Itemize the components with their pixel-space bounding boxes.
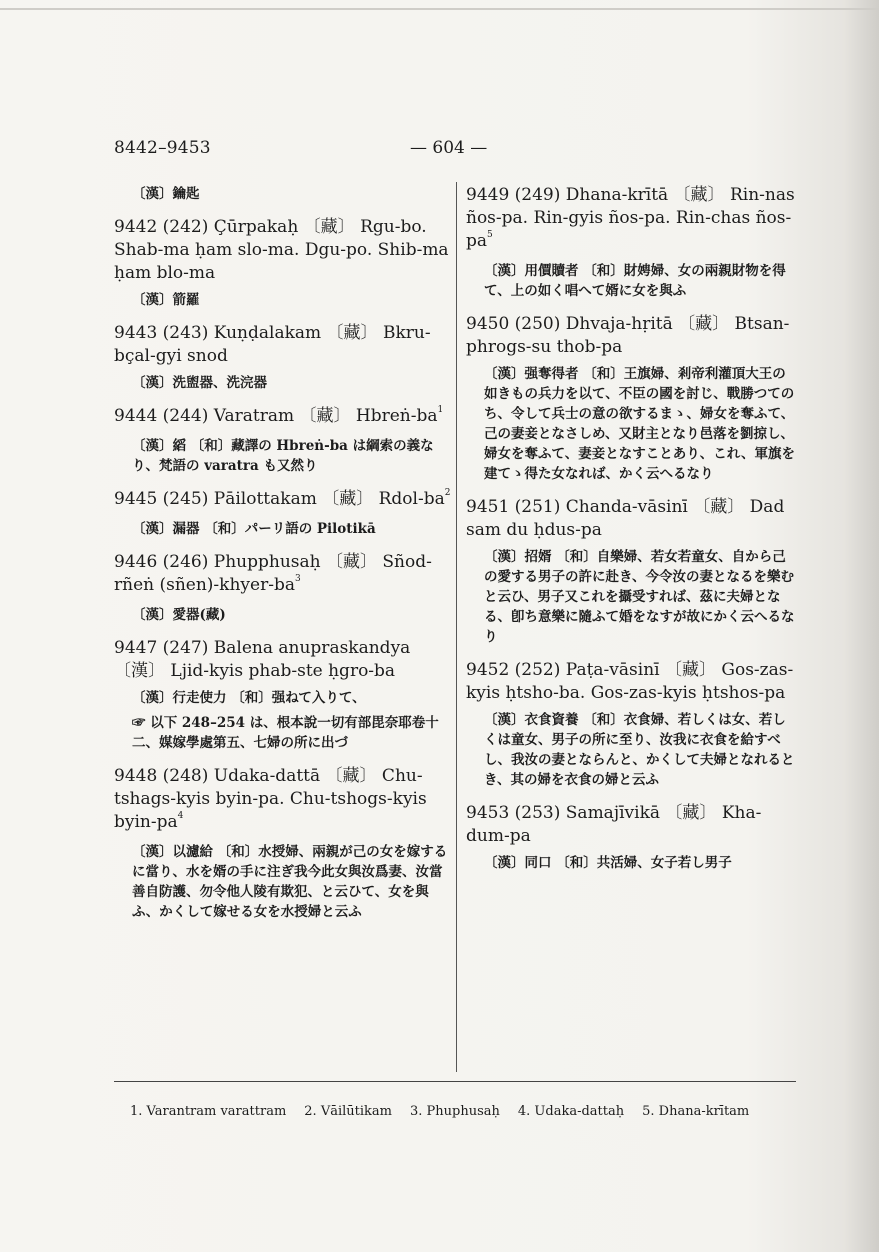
entry-headword: 9452 (252) Paṭa-vāsinī 〔藏〕 Gos-zas-kyis ḥtsho-ba. Gos-zas-kyis ḥtshos-pa bbox=[466, 660, 794, 703]
entry-headword: 9447 (247) Balena anupraskandya 〔漢〕 Ljid-kyis phab-ste ḥgro-ba bbox=[114, 638, 411, 681]
entry-headword: 9448 (248) Udaka-dattā 〔藏〕 Chu-tshags-kyis byin-pa. Chu-tshogs-kyis byin-$pa^4$ bbox=[114, 766, 427, 832]
footnote-marker: 3 bbox=[294, 574, 301, 584]
footnote-marker: 4 bbox=[177, 811, 184, 821]
entry-gloss: 〔漢〕以濾給 〔和〕水授婦、兩親が己の女を嫁するに當り、水を婿の手に注ぎ我今此女與汝爲妻、汝當善自防護、勿令他人陵有欺犯、と云ひて、女を與ふ、かくして嫁せる女を水授婦と云ふ bbox=[132, 844, 448, 920]
dictionary-entry bbox=[466, 802, 796, 873]
page-number: — 604 — bbox=[410, 138, 488, 158]
lead-note: 〔漢〕鑰匙 bbox=[132, 186, 200, 202]
footnote: 1. Varantram varattram bbox=[130, 1104, 287, 1119]
dictionary-entry bbox=[114, 765, 451, 922]
entry-headword: 9444 (244) Varatram 〔藏〕 Hbreṅ-$ba^1$ bbox=[114, 405, 444, 426]
entry-headword: 9442 (242) Çūrpakaḥ 〔藏〕 Rgu-bo. Shab-ma ḥam slo-ma. Dgu-po. Shib-ma ḥam blo-ma bbox=[114, 217, 449, 283]
entry-gloss: 〔漢〕縚 〔和〕藏譯の Hbreṅ-ba は綱索の義なり、梵語の varatra も又然り bbox=[132, 438, 434, 474]
entry-gloss: 〔漢〕同口 〔和〕共活婦、女子若し男子 bbox=[484, 855, 732, 871]
entry-headword: 9451 (251) Chanda-vāsinī 〔藏〕 Dad sam du ḥdus-pa bbox=[466, 497, 785, 540]
entry-gloss: 〔漢〕招婿 〔和〕自樂婦、若女若童女、自から己の愛する男子の許に赴き、今令汝の妻となるを樂むと云ひ、男子又これを攝受すれば、茲に夫婦となる、卽ち意樂に隨ふて婚をなすが故にかく云へるなり bbox=[484, 549, 795, 645]
entry-gloss: 〔漢〕用價贖者 〔和〕財娉婦、女の兩親財物を得て、上の如く唱へて婿に女を與ふ bbox=[484, 263, 786, 299]
entry-gloss: ☞ 以下 248–254 は、根本說一切有部毘奈耶卷十二、媒嫁學處第五、七婦の所に出づ bbox=[132, 715, 439, 751]
entry-headword: 9453 (253) Samajīvikā 〔藏〕 Kha-dum-pa bbox=[466, 803, 762, 846]
entry-headword: 9449 (249) Dhana-krītā 〔藏〕 Rin-nas ños-pa. Rin-gyis ños-pa. Rin-chas ños-$pa^5$ bbox=[466, 185, 795, 251]
entry-gloss: 〔漢〕强奪得者 〔和〕王旗婦、剎帝利灌頂大王の如きもの兵力を以て、不臣の國を討じ、戰勝つての ち、令して兵士の意の欲するまゝ、婦女を奪ふて、己の妻妾となさしめ、又財主となり邑落を劉掠し、婦女を奪ふて、妻妾となすことあり、これ、軍旗を建てゝ得た女なれば、かく云へるなり bbox=[484, 366, 796, 482]
dictionary-entry bbox=[114, 216, 451, 310]
entry-headword: 9443 (243) Kuṇḍalakam 〔藏〕 Bkru-bçal-gyi snod bbox=[114, 323, 431, 366]
footnote-marker: 5 bbox=[487, 230, 493, 240]
entry-gloss: 〔漢〕衣食資養 〔和〕衣食婦、若しくは女、若しくは童女、男子の所に至り、汝我に衣食を給すべし、我汝の妻とならんと、かくして夫婦となれるとき、其の婦を衣食の婦と云ふ bbox=[484, 712, 795, 788]
footnotes bbox=[130, 1100, 810, 1124]
dictionary-entry bbox=[466, 496, 796, 647]
left-column bbox=[114, 184, 451, 934]
entry-headword: 9446 (246) Phupphusaḥ 〔藏〕 Sñod-rñeṅ $(sñen)-khyer-ba^3$ bbox=[114, 552, 432, 595]
dictionary-entry bbox=[114, 637, 451, 753]
scan-edge-line bbox=[0, 8, 879, 10]
entry-gloss: 〔漢〕行走使力 〔和〕强ねて入りて、 bbox=[132, 690, 366, 706]
entry-range: 8442–9453 bbox=[114, 138, 211, 158]
dictionary-entry bbox=[466, 659, 796, 790]
dictionary-entry bbox=[114, 488, 451, 539]
dictionary-entry bbox=[114, 551, 451, 625]
dictionary-entry bbox=[114, 322, 451, 393]
dictionary-entry bbox=[114, 405, 451, 476]
footnote: 4. Udaka-dattaḥ bbox=[517, 1104, 625, 1119]
footnote: 3. Phuphusaḥ bbox=[409, 1104, 500, 1119]
entry-gloss: 〔漢〕洗盥器、洗浣器 bbox=[132, 375, 267, 391]
footnote: 5. Dhana-krītam bbox=[642, 1104, 750, 1119]
column-divider bbox=[456, 182, 457, 1072]
left-entries bbox=[114, 216, 451, 922]
entry-gloss: 〔漢〕愛器(藏) bbox=[132, 607, 226, 623]
footnote-marker: 2 bbox=[444, 488, 451, 498]
dictionary-entry bbox=[466, 184, 796, 301]
right-entries bbox=[466, 184, 796, 873]
footnote-rule bbox=[114, 1081, 796, 1082]
entry-gloss: 〔漢〕漏器 〔和〕パーリ語の Pilotikā bbox=[132, 521, 376, 537]
right-column bbox=[466, 184, 796, 885]
footnote: 2. Vāilūtikam bbox=[304, 1104, 392, 1119]
entry-headword: 9445 (245) Pāilottakam 〔藏〕 Rdol-$ba^2$ bbox=[114, 488, 451, 509]
entry-headword: 9450 (250) Dhvaja-hṛitā 〔藏〕 Btsan-phrogs-su thob-pa bbox=[466, 314, 790, 357]
dictionary-entry bbox=[466, 313, 796, 484]
entry-gloss: 〔漢〕箭羅 bbox=[132, 292, 200, 308]
page-header bbox=[114, 138, 814, 162]
footnote-marker: 1 bbox=[437, 405, 444, 415]
